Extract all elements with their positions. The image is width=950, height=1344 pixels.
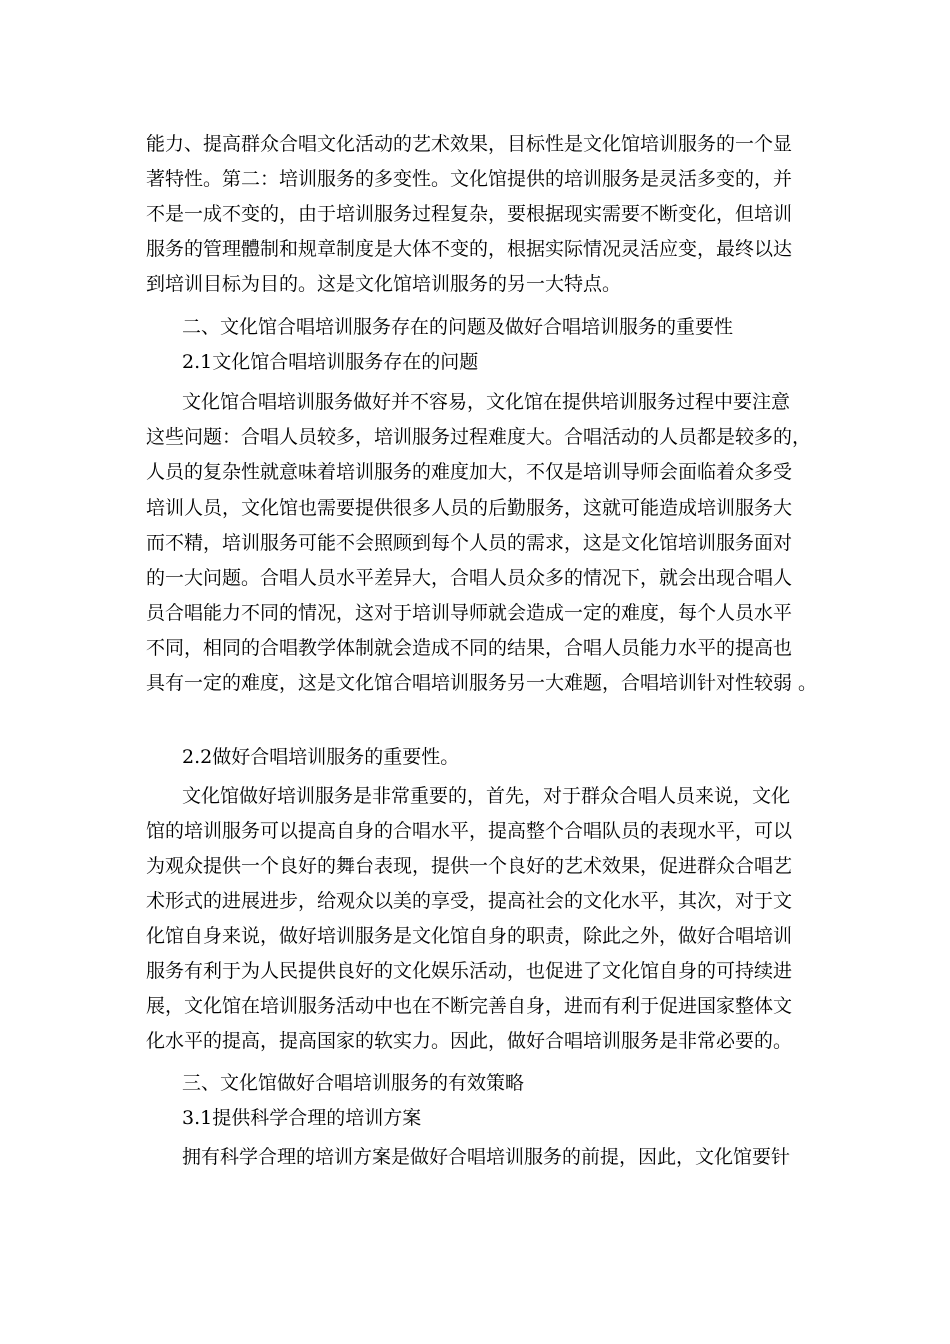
paragraph-line: 著特性。第二：培训服务的多变性。文化馆提供的培训服务是灵活多变的，并 <box>146 168 793 190</box>
paragraph-line: 不同，相同的合唱教学体制就会造成不同的结果，合唱人员能力水平的提高也 <box>146 637 793 659</box>
paragraph-line: 为观众提供一个良好的舞台表现，提供一个良好的艺术效果，促进群众合唱艺 <box>146 855 793 877</box>
paragraph-line: 馆的培训服务可以提高自身的合唱水平，提高整个合唱队员的表现水平，可以 <box>146 820 793 842</box>
paragraph-line: 展，文化馆在培训服务活动中也在不断完善自身，进而有利于促进国家整体文 <box>146 995 793 1017</box>
paragraph-line: 人员的复杂性就意味着培训服务的难度加大，不仅是培训导师会面临着众多受 <box>146 461 793 483</box>
subsection-heading: 2.1文化馆合唱培训服务存在的问题 <box>182 351 479 373</box>
paragraph-line: 这些问题：合唱人员较多，培训服务过程难度大。合唱活动的人员都是较多的， <box>146 426 812 448</box>
paragraph-line: 能力、提高群众合唱文化活动的艺术效果，目标性是文化馆培训服务的一个显 <box>146 133 793 155</box>
section-heading: 二、文化馆合唱培训服务存在的问题及做好合唱培训服务的重要性 <box>182 316 734 338</box>
paragraph-line: 而不精，培训服务可能不会照顾到每个人员的需求，这是文化馆培训服务面对 <box>146 532 793 554</box>
paragraph-line: 不是一成不变的，由于培训服务过程复杂，要根据现实需要不断变化，但培训 <box>146 203 793 225</box>
paragraph-line: 到培训目标为目的。这是文化馆培训服务的另一大特点。 <box>146 273 622 295</box>
paragraph-line: 文化馆合唱培训服务做好并不容易，文化馆在提供培训服务过程中要注意 <box>182 391 791 413</box>
section-heading: 三、文化馆做好合唱培训服务的有效策略 <box>182 1072 525 1094</box>
paragraph-line: 的一大问题。合唱人员水平差异大，合唱人员众多的情况下，就会出现合唱人 <box>146 567 793 589</box>
paragraph-line: 具有一定的难度，这是文化馆合唱培训服务另一大难题，合唱培训针对性较弱 。 <box>146 672 818 694</box>
paragraph-line: 服务有利于为人民提供良好的文化娱乐活动，也促进了文化馆自身的可持续进 <box>146 960 793 982</box>
paragraph-line: 员合唱能力不同的情况，这对于培训导师就会造成一定的难度，每个人员水平 <box>146 602 793 624</box>
subsection-heading: 2.2做好合唱培训服务的重要性。 <box>182 746 460 768</box>
paragraph-line: 化馆自身来说，做好培训服务是文化馆自身的职责，除此之外，做好合唱培训 <box>146 925 793 947</box>
paragraph-line: 拥有科学合理的培训方案是做好合唱培训服务的前提，因此，文化馆要针 <box>182 1146 791 1168</box>
paragraph-line: 服务的管理體制和规章制度是大体不变的，根据实际情况灵活应变，最终以达 <box>146 238 793 260</box>
paragraph-line: 文化馆做好培训服务是非常重要的，首先，对于群众合唱人员来说，文化 <box>182 785 791 807</box>
paragraph-line: 培训人员，文化馆也需要提供很多人员的后勤服务，这就可能造成培训服务大 <box>146 497 793 519</box>
paragraph-line: 术形式的进展进步，给观众以美的享受，提高社会的文化水平，其次，对于文 <box>146 890 793 912</box>
subsection-heading: 3.1提供科学合理的培训方案 <box>182 1107 422 1129</box>
paragraph-line: 化水平的提高，提高国家的软实力。因此，做好合唱培训服务是非常必要的。 <box>146 1030 793 1052</box>
